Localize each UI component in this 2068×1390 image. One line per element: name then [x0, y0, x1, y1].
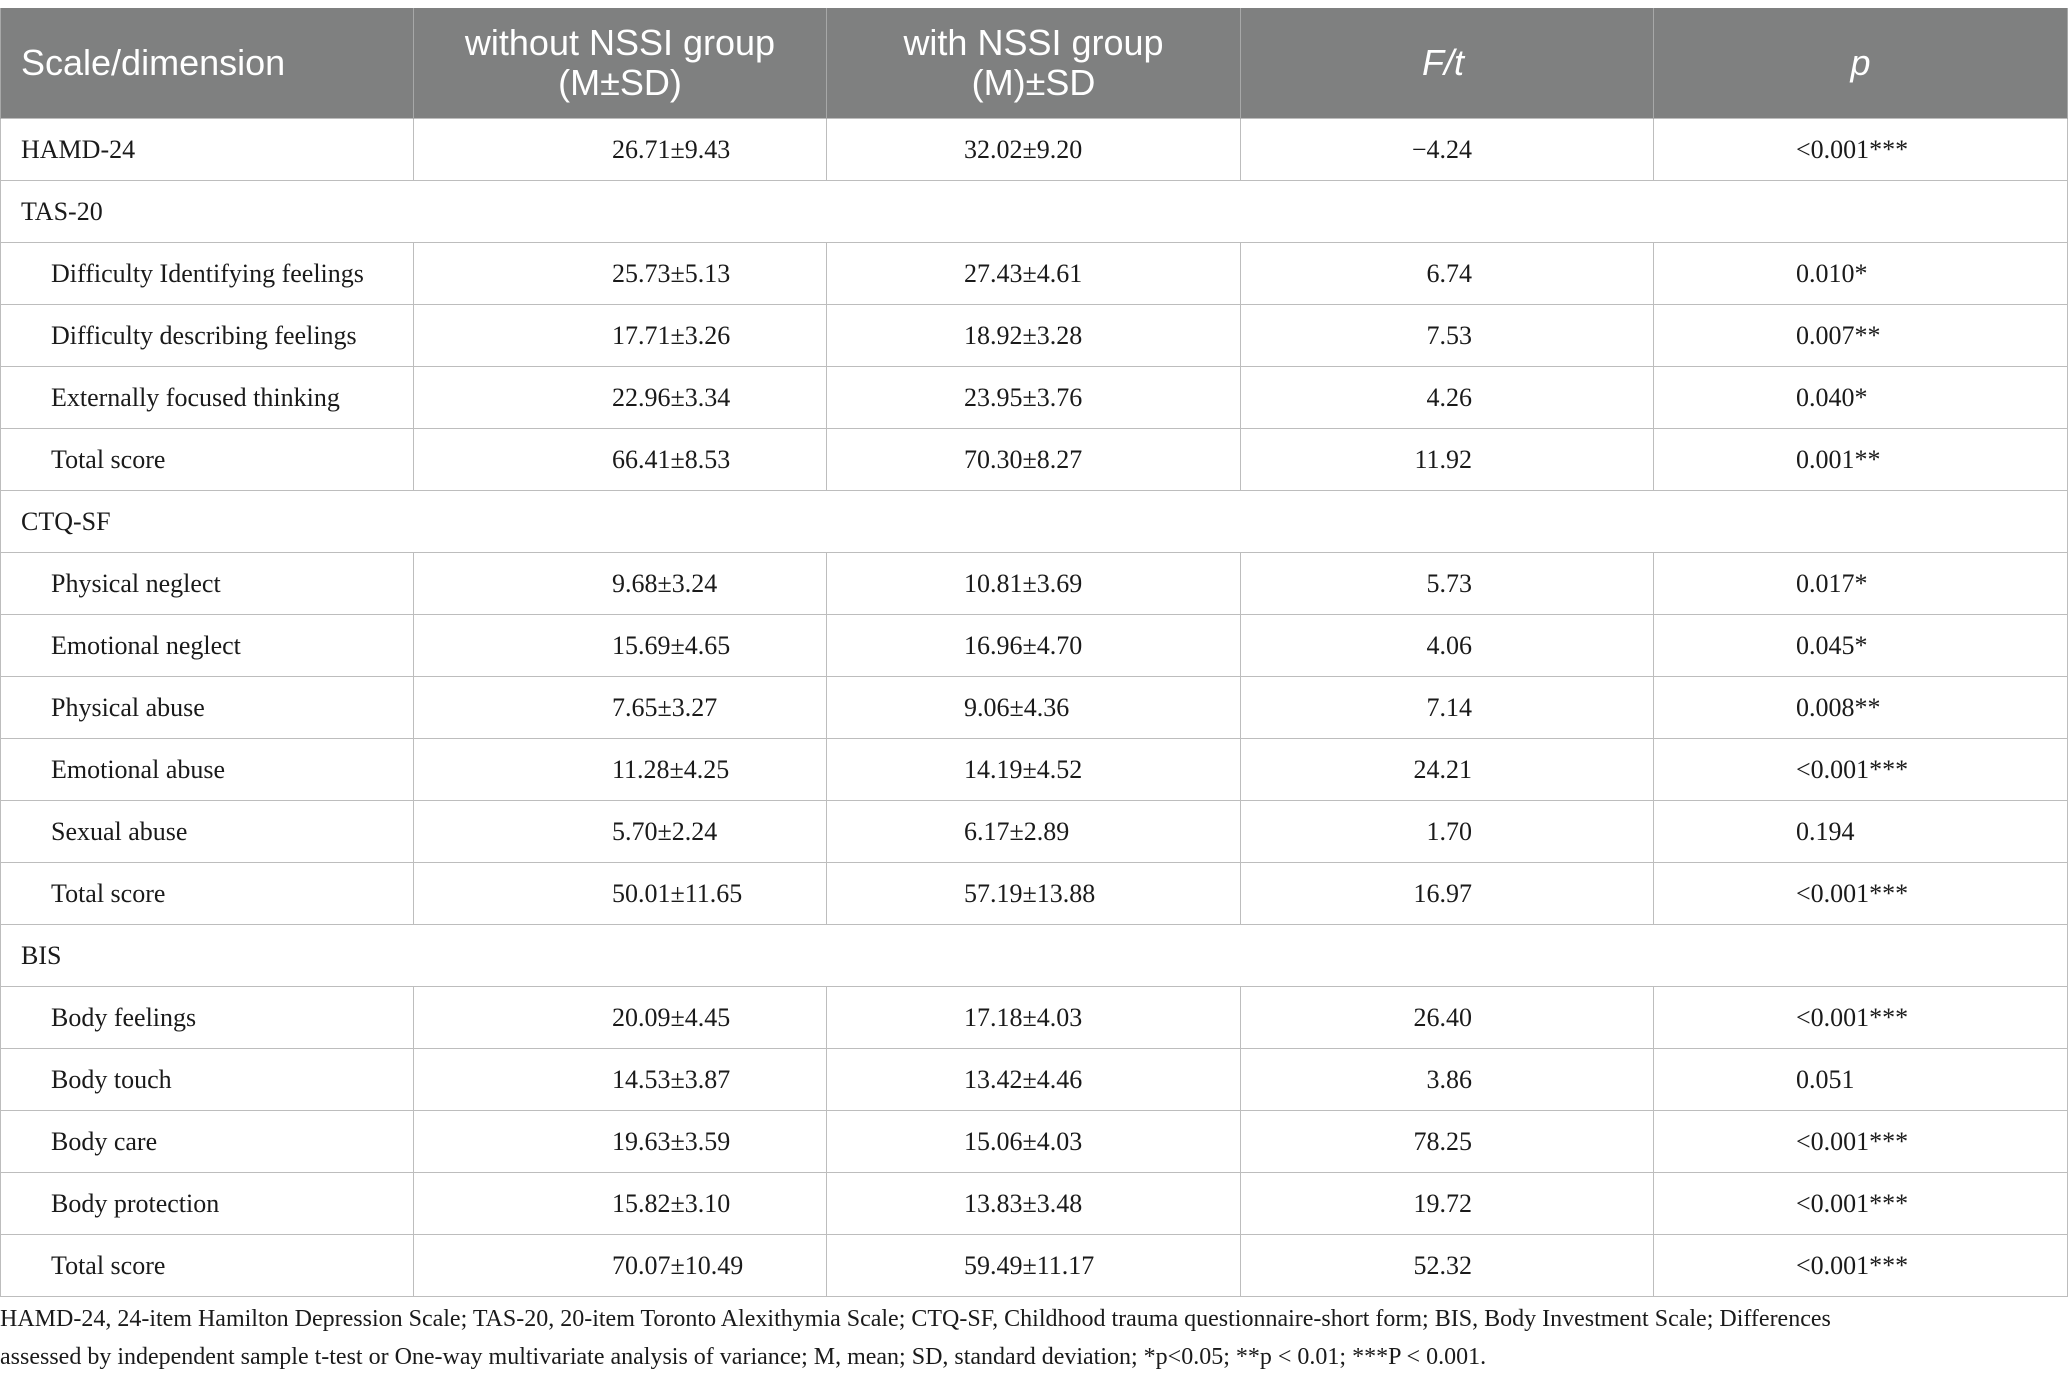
row-label: Physical abuse — [1, 677, 414, 739]
cell-with: 23.95±3.76 — [827, 367, 1241, 429]
cell-ft: 4.26 — [1241, 367, 1654, 429]
cell-p: <0.001*** — [1654, 1235, 2068, 1297]
cell-p: <0.001*** — [1654, 739, 2068, 801]
section-row — [1, 925, 2068, 987]
row-label: Emotional neglect — [1, 615, 414, 677]
cell-ft: 4.06 — [1241, 615, 1654, 677]
cell-without: 20.09±4.45 — [414, 987, 827, 1049]
cell-without: 19.63±3.59 — [414, 1111, 827, 1173]
cell-with: 17.18±4.03 — [827, 987, 1241, 1049]
cell-with: 10.81±3.69 — [827, 553, 1241, 615]
cell-without: 5.70±2.24 — [414, 801, 827, 863]
cell-p: <0.001*** — [1654, 1173, 2068, 1235]
row-label: Body care — [1, 1111, 414, 1173]
cell-without: 11.28±4.25 — [414, 739, 827, 801]
row-label: Total score — [1, 863, 414, 925]
cell-with: 18.92±3.28 — [827, 305, 1241, 367]
cell-with: 13.83±3.48 — [827, 1173, 1241, 1235]
cell-without: 7.65±3.27 — [414, 677, 827, 739]
row-label: Body touch — [1, 1049, 414, 1111]
cell-without: 15.69±4.65 — [414, 615, 827, 677]
header-without-nssi-line2: (M±SD) — [558, 62, 682, 103]
section-label: CTQ-SF — [1, 491, 414, 553]
row-label: Total score — [1, 1235, 414, 1297]
table-row — [1, 119, 2068, 181]
cell-ft: 16.97 — [1241, 863, 1654, 925]
footnote-line-1: HAMD-24, 24-item Hamilton Depression Scale; TAS-20, 20-item Toronto Alexithymia Scale; CTQ-SF, Childhood trauma questionnaire-short form; BIS, Body Investment Scale; Differences — [0, 1306, 1831, 1332]
cell-without: 26.71±9.43 — [414, 119, 827, 181]
header-with-nssi-line1: with NSSI group — [903, 22, 1164, 63]
table-row — [1, 367, 2068, 429]
cell-with: 70.30±8.27 — [827, 429, 1241, 491]
cell-with: 16.96±4.70 — [827, 615, 1241, 677]
cell-ft: 24.21 — [1241, 739, 1654, 801]
cell-with: 32.02±9.20 — [827, 119, 1241, 181]
header-row — [1, 8, 2068, 119]
table-row — [1, 739, 2068, 801]
table-row — [1, 1111, 2068, 1173]
cell-with: 15.06±4.03 — [827, 1111, 1241, 1173]
cell-without: 14.53±3.87 — [414, 1049, 827, 1111]
table-row — [1, 987, 2068, 1049]
cell-with: 6.17±2.89 — [827, 801, 1241, 863]
table-body — [1, 119, 2068, 1297]
cell-with: 59.49±11.17 — [827, 1235, 1241, 1297]
header-p — [1654, 8, 2068, 119]
row-label: Body feelings — [1, 987, 414, 1049]
table-row — [1, 615, 2068, 677]
header-f-t-label: F/t — [1422, 42, 1464, 83]
row-label: Physical neglect — [1, 553, 414, 615]
cell-without: 66.41±8.53 — [414, 429, 827, 491]
table-row — [1, 1235, 2068, 1297]
cell-ft: 1.70 — [1241, 801, 1654, 863]
results-table — [0, 8, 2068, 1297]
header-p-label: p — [1850, 42, 1871, 83]
cell-with: 57.19±13.88 — [827, 863, 1241, 925]
cell-p: 0.194 — [1654, 801, 2068, 863]
cell-p: 0.017* — [1654, 553, 2068, 615]
cell-p: 0.001** — [1654, 429, 2068, 491]
cell-ft: 7.53 — [1241, 305, 1654, 367]
row-label: Total score — [1, 429, 414, 491]
section-row — [1, 491, 2068, 553]
cell-ft: 3.86 — [1241, 1049, 1654, 1111]
row-label: Difficulty Identifying feelings — [1, 243, 414, 305]
row-label: Difficulty describing feelings — [1, 305, 414, 367]
cell-ft: 78.25 — [1241, 1111, 1654, 1173]
cell-without: 22.96±3.34 — [414, 367, 827, 429]
section-spacer — [414, 925, 2068, 987]
table-row — [1, 243, 2068, 305]
cell-p: <0.001*** — [1654, 987, 2068, 1049]
cell-p: 0.008** — [1654, 677, 2068, 739]
table-row — [1, 1049, 2068, 1111]
row-label: Sexual abuse — [1, 801, 414, 863]
cell-without: 9.68±3.24 — [414, 553, 827, 615]
cell-p: 0.010* — [1654, 243, 2068, 305]
footnote-line-2: assessed by independent sample t-test or One-way multivariate analysis of variance; M, mean; SD, standard deviation; *p<0.05; **p < 0.01; ***P < 0.001. — [0, 1344, 1487, 1370]
cell-p: <0.001*** — [1654, 863, 2068, 925]
section-spacer — [414, 181, 2068, 243]
cell-without: 15.82±3.10 — [414, 1173, 827, 1235]
table-row — [1, 801, 2068, 863]
cell-without: 17.71±3.26 — [414, 305, 827, 367]
cell-ft: 11.92 — [1241, 429, 1654, 491]
cell-p: 0.040* — [1654, 367, 2068, 429]
table-header — [1, 8, 2068, 119]
cell-p: 0.045* — [1654, 615, 2068, 677]
row-label: HAMD-24 — [1, 119, 414, 181]
cell-p: <0.001*** — [1654, 1111, 2068, 1173]
cell-without: 70.07±10.49 — [414, 1235, 827, 1297]
cell-with: 13.42±4.46 — [827, 1049, 1241, 1111]
header-without-nssi — [414, 8, 827, 119]
cell-without: 50.01±11.65 — [414, 863, 827, 925]
table-row — [1, 429, 2068, 491]
cell-ft: 5.73 — [1241, 553, 1654, 615]
header-scale-dimension: Scale/dimension — [1, 8, 414, 119]
header-f-t — [1241, 8, 1654, 119]
table-row — [1, 553, 2068, 615]
cell-p: 0.007** — [1654, 305, 2068, 367]
cell-ft: 26.40 — [1241, 987, 1654, 1049]
cell-p: <0.001*** — [1654, 119, 2068, 181]
table-row — [1, 305, 2068, 367]
table-row — [1, 1173, 2068, 1235]
cell-with: 14.19±4.52 — [827, 739, 1241, 801]
cell-without: 25.73±5.13 — [414, 243, 827, 305]
section-label: TAS-20 — [1, 181, 414, 243]
cell-ft: 6.74 — [1241, 243, 1654, 305]
cell-p: 0.051 — [1654, 1049, 2068, 1111]
section-row — [1, 181, 2068, 243]
cell-ft: −4.24 — [1241, 119, 1654, 181]
cell-ft: 7.14 — [1241, 677, 1654, 739]
row-label: Externally focused thinking — [1, 367, 414, 429]
cell-ft: 19.72 — [1241, 1173, 1654, 1235]
table-row — [1, 677, 2068, 739]
cell-with: 9.06±4.36 — [827, 677, 1241, 739]
table-footnote — [0, 1300, 2050, 1376]
row-label: Body protection — [1, 1173, 414, 1235]
header-with-nssi-line2: (M)±SD — [971, 62, 1096, 103]
header-without-nssi-line1: without NSSI group — [464, 22, 776, 63]
cell-ft: 52.32 — [1241, 1235, 1654, 1297]
header-with-nssi — [827, 8, 1241, 119]
section-label: BIS — [1, 925, 414, 987]
table-row — [1, 863, 2068, 925]
cell-with: 27.43±4.61 — [827, 243, 1241, 305]
row-label: Emotional abuse — [1, 739, 414, 801]
section-spacer — [414, 491, 2068, 553]
